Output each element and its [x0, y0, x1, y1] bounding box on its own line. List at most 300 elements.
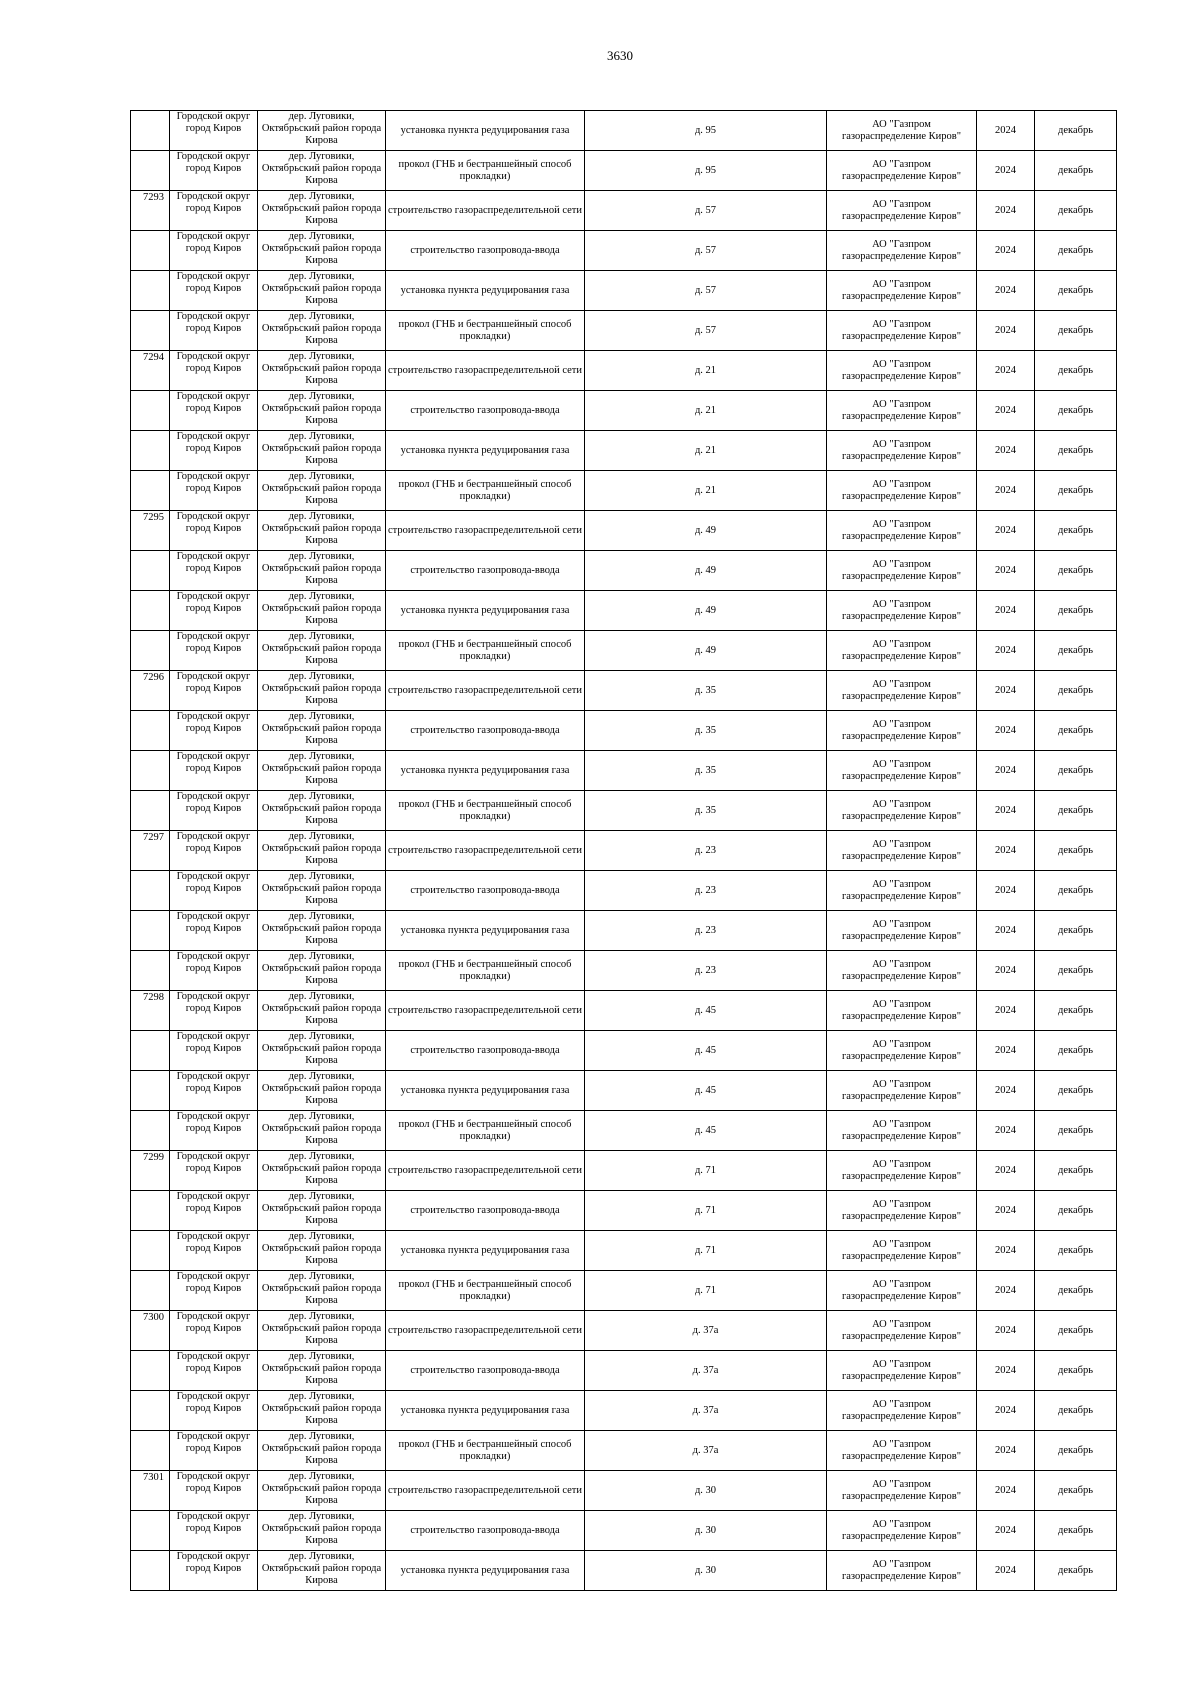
municipality-cell — [170, 151, 258, 191]
municipality-cell-text: Городской округ город Киров — [176, 1431, 251, 1454]
year-cell-text: 2024 — [995, 324, 1016, 336]
work-type-cell-text: установка пункта редуцирования газа — [400, 1404, 570, 1416]
table-row — [131, 191, 1117, 231]
organization-cell-text: АО "Газпром газораспределение Киров" — [841, 318, 962, 342]
year-cell — [977, 1431, 1035, 1471]
table-row — [131, 711, 1117, 751]
row-number-cell — [131, 1431, 170, 1471]
municipality-cell — [170, 351, 258, 391]
location-cell — [258, 631, 386, 671]
municipality-cell — [170, 1551, 258, 1591]
organization-cell — [827, 1231, 977, 1271]
year-cell — [977, 1111, 1035, 1151]
address-cell-text: д. 37а — [692, 1324, 719, 1336]
year-cell — [977, 311, 1035, 351]
table-row — [131, 1151, 1117, 1191]
address-cell — [585, 1231, 827, 1271]
location-cell-text: дер. Луговики, Октябрьский район города Кирова — [261, 1471, 382, 1506]
location-cell-text: дер. Луговики, Октябрьский район города Кирова — [261, 111, 382, 146]
row-number-cell — [131, 1071, 170, 1111]
organization-cell — [827, 111, 977, 151]
month-cell — [1035, 631, 1117, 671]
address-cell-text: д. 45 — [694, 1084, 717, 1096]
location-cell — [258, 431, 386, 471]
month-cell-text: декабрь — [1058, 364, 1093, 376]
month-cell-text: декабрь — [1058, 884, 1093, 896]
organization-cell — [827, 751, 977, 791]
work-type-cell — [386, 791, 585, 831]
month-cell — [1035, 671, 1117, 711]
location-cell-text: дер. Луговики, Октябрьский район города Кирова — [261, 791, 382, 826]
location-cell-text: дер. Луговики, Октябрьский район города Кирова — [261, 1351, 382, 1386]
municipality-cell-text: Городской округ город Киров — [176, 911, 251, 934]
location-cell — [258, 231, 386, 271]
municipality-cell-text: Городской округ город Киров — [176, 951, 251, 974]
municipality-cell-text: Городской округ город Киров — [176, 351, 251, 374]
work-type-cell — [386, 1311, 585, 1351]
work-type-cell-text: установка пункта редуцирования газа — [400, 1244, 570, 1256]
address-cell-text: д. 71 — [694, 1204, 717, 1216]
year-cell — [977, 1551, 1035, 1591]
year-cell — [977, 591, 1035, 631]
month-cell — [1035, 351, 1117, 391]
row-number-cell — [131, 1551, 170, 1591]
municipality-cell-text: Городской округ город Киров — [176, 1031, 251, 1054]
location-cell — [258, 1111, 386, 1151]
organization-cell-text: АО "Газпром газораспределение Киров" — [841, 1358, 962, 1382]
organization-cell-text: АО "Газпром газораспределение Киров" — [841, 358, 962, 382]
row-number-cell — [131, 831, 170, 871]
month-cell-text: декабрь — [1058, 1324, 1093, 1336]
address-cell-text: д. 57 — [694, 204, 717, 216]
address-cell-text: д. 30 — [694, 1524, 717, 1536]
organization-cell — [827, 1431, 977, 1471]
month-cell — [1035, 1111, 1117, 1151]
address-cell — [585, 1551, 827, 1591]
year-cell-text: 2024 — [995, 204, 1016, 216]
month-cell-text: декабрь — [1058, 284, 1093, 296]
address-cell — [585, 711, 827, 751]
year-cell — [977, 231, 1035, 271]
organization-cell — [827, 1111, 977, 1151]
organization-cell — [827, 951, 977, 991]
work-type-cell-text: строительство газопровода-ввода — [410, 1364, 560, 1376]
organization-cell — [827, 471, 977, 511]
row-number-cell — [131, 591, 170, 631]
work-type-cell-text: установка пункта редуцирования газа — [400, 764, 570, 776]
location-cell — [258, 751, 386, 791]
work-type-cell-text: строительство газопровода-ввода — [410, 1524, 560, 1536]
month-cell-text: декабрь — [1058, 604, 1093, 616]
organization-cell — [827, 1551, 977, 1591]
location-cell — [258, 151, 386, 191]
work-type-cell — [386, 871, 585, 911]
address-cell-text: д. 49 — [694, 524, 717, 536]
organization-cell — [827, 1391, 977, 1431]
location-cell-text: дер. Луговики, Октябрьский район города Кирова — [261, 231, 382, 266]
year-cell — [977, 1271, 1035, 1311]
organization-cell-text: АО "Газпром газораспределение Киров" — [841, 758, 962, 782]
row-number-cell — [131, 871, 170, 911]
year-cell-text: 2024 — [995, 1044, 1016, 1056]
municipality-cell-text: Городской округ город Киров — [176, 871, 251, 894]
row-number-cell — [131, 1311, 170, 1351]
table-row — [131, 551, 1117, 591]
organization-cell-text: АО "Газпром газораспределение Киров" — [841, 918, 962, 942]
month-cell-text: декабрь — [1058, 1404, 1093, 1416]
address-cell — [585, 871, 827, 911]
location-cell — [258, 1151, 386, 1191]
year-cell-text: 2024 — [995, 1204, 1016, 1216]
year-cell-text: 2024 — [995, 1404, 1016, 1416]
location-cell — [258, 951, 386, 991]
month-cell-text: декабрь — [1058, 1444, 1093, 1456]
organization-cell-text: АО "Газпром газораспределение Киров" — [841, 1078, 962, 1102]
month-cell — [1035, 591, 1117, 631]
organization-cell-text: АО "Газпром газораспределение Киров" — [841, 878, 962, 902]
municipality-cell — [170, 1191, 258, 1231]
municipality-cell — [170, 1391, 258, 1431]
year-cell — [977, 711, 1035, 751]
municipality-cell — [170, 431, 258, 471]
month-cell-text: декабрь — [1058, 484, 1093, 496]
municipality-cell — [170, 991, 258, 1031]
work-type-cell-text: строительство газораспределительной сети — [388, 524, 582, 536]
address-cell-text: д. 21 — [694, 484, 717, 496]
month-cell — [1035, 1431, 1117, 1471]
municipality-cell-text: Городской округ город Киров — [176, 1271, 251, 1294]
year-cell-text: 2024 — [995, 724, 1016, 736]
work-type-cell — [386, 1071, 585, 1111]
table-row — [131, 911, 1117, 951]
year-cell — [977, 911, 1035, 951]
month-cell — [1035, 871, 1117, 911]
organization-cell — [827, 311, 977, 351]
address-cell — [585, 471, 827, 511]
address-cell-text: д. 45 — [694, 1124, 717, 1136]
location-cell-text: дер. Луговики, Октябрьский район города Кирова — [261, 271, 382, 306]
year-cell-text: 2024 — [995, 604, 1016, 616]
month-cell — [1035, 1351, 1117, 1391]
table-body — [131, 111, 1117, 1591]
address-cell-text: д. 37а — [692, 1444, 719, 1456]
work-type-cell — [386, 591, 585, 631]
address-cell-text: д. 49 — [694, 604, 717, 616]
table-row — [131, 1551, 1117, 1591]
municipality-cell-text: Городской округ город Киров — [176, 991, 251, 1014]
row-number-cell — [131, 511, 170, 551]
municipality-cell-text: Городской округ город Киров — [176, 1391, 251, 1414]
organization-cell — [827, 1311, 977, 1351]
organization-cell-text: АО "Газпром газораспределение Киров" — [841, 1318, 962, 1342]
municipality-cell-text: Городской округ город Киров — [176, 591, 251, 614]
municipality-cell — [170, 551, 258, 591]
table-row — [131, 671, 1117, 711]
month-cell — [1035, 391, 1117, 431]
organization-cell — [827, 431, 977, 471]
organization-cell-text: АО "Газпром газораспределение Киров" — [841, 1438, 962, 1462]
month-cell — [1035, 751, 1117, 791]
year-cell — [977, 1471, 1035, 1511]
organization-cell — [827, 671, 977, 711]
municipality-cell — [170, 511, 258, 551]
month-cell — [1035, 711, 1117, 751]
organization-cell — [827, 511, 977, 551]
address-cell-text: д. 71 — [694, 1244, 717, 1256]
municipality-cell-text: Городской округ город Киров — [176, 791, 251, 814]
location-cell-text: дер. Луговики, Октябрьский район города Кирова — [261, 431, 382, 466]
organization-cell — [827, 351, 977, 391]
work-type-cell — [386, 671, 585, 711]
location-cell — [258, 1351, 386, 1391]
municipality-cell — [170, 711, 258, 751]
work-type-cell-text: прокол (ГНБ и бестраншейный способ прокладки) — [398, 478, 572, 502]
organization-cell-text: АО "Газпром газораспределение Киров" — [841, 838, 962, 862]
table-row — [131, 1191, 1117, 1231]
location-cell-text: дер. Луговики, Октябрьский район города Кирова — [261, 551, 382, 586]
location-cell — [258, 791, 386, 831]
address-cell — [585, 1191, 827, 1231]
row-number-cell — [131, 111, 170, 151]
work-type-cell — [386, 1271, 585, 1311]
address-cell — [585, 1111, 827, 1151]
year-cell-text: 2024 — [995, 1124, 1016, 1136]
organization-cell — [827, 991, 977, 1031]
location-cell — [258, 991, 386, 1031]
municipality-cell — [170, 231, 258, 271]
month-cell — [1035, 1391, 1117, 1431]
address-cell — [585, 1271, 827, 1311]
location-cell-text: дер. Луговики, Октябрьский район города Кирова — [261, 1431, 382, 1466]
organization-cell-text: АО "Газпром газораспределение Киров" — [841, 718, 962, 742]
municipality-cell-text: Городской округ город Киров — [176, 1231, 251, 1254]
address-cell — [585, 751, 827, 791]
month-cell-text: декабрь — [1058, 324, 1093, 336]
month-cell-text: декабрь — [1058, 644, 1093, 656]
year-cell-text: 2024 — [995, 804, 1016, 816]
location-cell — [258, 1391, 386, 1431]
address-cell — [585, 511, 827, 551]
address-cell-text: д. 35 — [694, 804, 717, 816]
location-cell — [258, 1471, 386, 1511]
municipality-cell-text: Городской округ город Киров — [176, 1191, 251, 1214]
table-row — [131, 791, 1117, 831]
municipality-cell — [170, 591, 258, 631]
municipality-cell — [170, 1351, 258, 1391]
month-cell-text: декабрь — [1058, 1364, 1093, 1376]
month-cell-text: декабрь — [1058, 1284, 1093, 1296]
municipality-cell-text: Городской округ город Киров — [176, 111, 251, 134]
work-type-cell-text: установка пункта редуцирования газа — [400, 924, 570, 936]
address-cell-text: д. 49 — [694, 564, 717, 576]
year-cell-text: 2024 — [995, 884, 1016, 896]
municipality-cell — [170, 671, 258, 711]
organization-cell-text: АО "Газпром газораспределение Киров" — [841, 798, 962, 822]
address-cell-text: д. 71 — [694, 1164, 717, 1176]
municipality-cell — [170, 1071, 258, 1111]
year-cell-text: 2024 — [995, 1004, 1016, 1016]
work-type-cell — [386, 311, 585, 351]
row-number-cell-text: 7297 — [143, 832, 164, 843]
row-number-cell — [131, 791, 170, 831]
work-type-cell — [386, 351, 585, 391]
work-type-cell — [386, 711, 585, 751]
table-row — [131, 751, 1117, 791]
row-number-cell-text: 7301 — [143, 1472, 164, 1483]
address-cell — [585, 591, 827, 631]
month-cell — [1035, 231, 1117, 271]
row-number-cell — [131, 471, 170, 511]
year-cell — [977, 751, 1035, 791]
year-cell-text: 2024 — [995, 564, 1016, 576]
municipality-cell — [170, 1431, 258, 1471]
location-cell-text: дер. Луговики, Октябрьский район города Кирова — [261, 871, 382, 906]
work-type-cell — [386, 111, 585, 151]
municipality-cell — [170, 751, 258, 791]
table-row — [131, 951, 1117, 991]
address-cell-text: д. 23 — [694, 924, 717, 936]
year-cell-text: 2024 — [995, 1524, 1016, 1536]
month-cell-text: декабрь — [1058, 1044, 1093, 1056]
address-cell — [585, 911, 827, 951]
organization-cell — [827, 151, 977, 191]
row-number-cell — [131, 631, 170, 671]
location-cell-text: дер. Луговики, Октябрьский район города Кирова — [261, 1511, 382, 1546]
location-cell — [258, 471, 386, 511]
month-cell-text: декабрь — [1058, 1244, 1093, 1256]
municipality-cell — [170, 791, 258, 831]
table-row — [131, 871, 1117, 911]
year-cell — [977, 951, 1035, 991]
address-cell — [585, 1391, 827, 1431]
location-cell — [258, 1431, 386, 1471]
month-cell-text: декабрь — [1058, 1564, 1093, 1576]
municipality-cell — [170, 1231, 258, 1271]
organization-cell-text: АО "Газпром газораспределение Киров" — [841, 638, 962, 662]
month-cell-text: декабрь — [1058, 1164, 1093, 1176]
month-cell-text: декабрь — [1058, 1524, 1093, 1536]
work-type-cell-text: установка пункта редуцирования газа — [400, 124, 570, 136]
year-cell — [977, 1151, 1035, 1191]
work-type-cell — [386, 1431, 585, 1471]
organization-cell — [827, 1151, 977, 1191]
table-row — [131, 111, 1117, 151]
address-cell-text: д. 57 — [694, 244, 717, 256]
work-type-cell-text: прокол (ГНБ и бестраншейный способ прокладки) — [398, 1438, 572, 1462]
month-cell — [1035, 1311, 1117, 1351]
work-type-cell — [386, 431, 585, 471]
location-cell — [258, 351, 386, 391]
work-type-cell — [386, 831, 585, 871]
location-cell-text: дер. Луговики, Октябрьский район города Кирова — [261, 1271, 382, 1306]
address-cell — [585, 151, 827, 191]
organization-cell-text: АО "Газпром газораспределение Киров" — [841, 478, 962, 502]
work-type-cell — [386, 151, 585, 191]
year-cell-text: 2024 — [995, 284, 1016, 296]
row-number-cell-text: 7293 — [143, 192, 164, 203]
year-cell — [977, 791, 1035, 831]
work-type-cell — [386, 1231, 585, 1271]
municipality-cell — [170, 911, 258, 951]
work-type-cell-text: установка пункта редуцирования газа — [400, 284, 570, 296]
year-cell-text: 2024 — [995, 844, 1016, 856]
organization-cell — [827, 1031, 977, 1071]
year-cell — [977, 671, 1035, 711]
month-cell — [1035, 1551, 1117, 1591]
year-cell — [977, 631, 1035, 671]
month-cell-text: декабрь — [1058, 844, 1093, 856]
location-cell-text: дер. Луговики, Октябрьский район города Кирова — [261, 1151, 382, 1186]
row-number-cell — [131, 551, 170, 591]
work-type-cell-text: строительство газораспределительной сети — [388, 1004, 582, 1016]
location-cell — [258, 1191, 386, 1231]
location-cell-text: дер. Луговики, Октябрьский район города Кирова — [261, 671, 382, 706]
location-cell-text: дер. Луговики, Октябрьский район города Кирова — [261, 591, 382, 626]
month-cell — [1035, 471, 1117, 511]
row-number-cell — [131, 711, 170, 751]
row-number-cell — [131, 271, 170, 311]
organization-cell-text: АО "Газпром газораспределение Киров" — [841, 1278, 962, 1302]
municipality-cell — [170, 951, 258, 991]
address-cell-text: д. 45 — [694, 1004, 717, 1016]
year-cell — [977, 391, 1035, 431]
address-cell — [585, 791, 827, 831]
organization-cell-text: АО "Газпром газораспределение Киров" — [841, 998, 962, 1022]
year-cell-text: 2024 — [995, 1564, 1016, 1576]
organization-cell — [827, 191, 977, 231]
table-row — [131, 991, 1117, 1031]
work-type-cell-text: строительство газопровода-ввода — [410, 564, 560, 576]
work-type-cell — [386, 1191, 585, 1231]
year-cell — [977, 1231, 1035, 1271]
work-type-cell-text: прокол (ГНБ и бестраншейный способ прокладки) — [398, 1118, 572, 1142]
municipality-cell-text: Городской округ город Киров — [176, 151, 251, 174]
year-cell-text: 2024 — [995, 1164, 1016, 1176]
month-cell-text: декабрь — [1058, 404, 1093, 416]
year-cell-text: 2024 — [995, 524, 1016, 536]
municipality-cell — [170, 631, 258, 671]
location-cell — [258, 711, 386, 751]
work-type-cell — [386, 1031, 585, 1071]
row-number-cell — [131, 431, 170, 471]
organization-cell-text: АО "Газпром газораспределение Киров" — [841, 558, 962, 582]
month-cell-text: декабрь — [1058, 244, 1093, 256]
organization-cell — [827, 631, 977, 671]
year-cell — [977, 1311, 1035, 1351]
location-cell — [258, 1311, 386, 1351]
organization-cell-text: АО "Газпром газораспределение Киров" — [841, 1038, 962, 1062]
month-cell-text: декабрь — [1058, 764, 1093, 776]
page-number: 3630 — [607, 48, 633, 63]
address-cell-text: д. 23 — [694, 884, 717, 896]
address-cell — [585, 1471, 827, 1511]
location-cell — [258, 191, 386, 231]
address-cell-text: д. 23 — [694, 964, 717, 976]
table-row — [131, 271, 1117, 311]
address-cell-text: д. 35 — [694, 684, 717, 696]
organization-cell-text: АО "Газпром газораспределение Киров" — [841, 1158, 962, 1182]
location-cell-text: дер. Луговики, Октябрьский район города Кирова — [261, 751, 382, 786]
organization-cell-text: АО "Газпром газораспределение Киров" — [841, 1118, 962, 1142]
organization-cell — [827, 271, 977, 311]
work-type-cell — [386, 1551, 585, 1591]
row-number-cell-text: 7294 — [143, 352, 164, 363]
year-cell-text: 2024 — [995, 124, 1016, 136]
organization-cell — [827, 551, 977, 591]
work-type-cell — [386, 911, 585, 951]
organization-cell-text: АО "Газпром газораспределение Киров" — [841, 198, 962, 222]
month-cell-text: декабрь — [1058, 1204, 1093, 1216]
